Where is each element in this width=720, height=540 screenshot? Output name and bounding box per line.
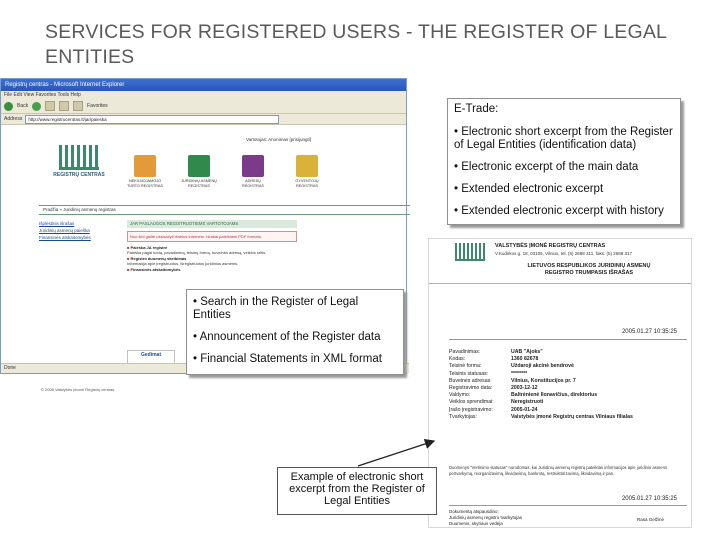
field-value: 1360 82678 <box>511 356 539 363</box>
field-key: Valdymo: <box>449 392 471 399</box>
tile-legal-entities[interactable] <box>181 155 217 195</box>
site-sidebar <box>39 220 121 241</box>
field-key: Kodas: <box>449 356 466 363</box>
excerpt-document <box>428 238 692 528</box>
favorites-button-label[interactable]: Favorites <box>87 103 108 109</box>
tile-icon <box>296 155 318 177</box>
browser-status-bar: Done <box>1 363 409 373</box>
field-row <box>449 378 684 385</box>
tile-addresses[interactable] <box>235 155 271 195</box>
tile-label: ADRESŲ REGISTRAS <box>242 179 264 188</box>
footer-line: Dokumentą atspausdino: <box>449 509 499 514</box>
register-tiles <box>127 155 325 195</box>
home-icon[interactable] <box>73 101 83 111</box>
field-value: 2003-12-12 <box>511 385 538 392</box>
back-button-label[interactable]: Back <box>17 103 29 109</box>
field-value: Valstybės įmonė Registrų centras Vilniaus filialas <box>511 413 633 420</box>
logo-text: REGISTRŲ CENTRAS <box>53 172 105 178</box>
site-header <box>1 125 406 205</box>
tile-icon <box>134 155 156 177</box>
user-status[interactable]: Vartotojas: Anonimas [prisijungti] <box>246 137 311 142</box>
address-input[interactable]: http://www.registrucentras.lt/jar/paieska <box>25 115 279 124</box>
field-value: Uždaroji akcinė bendrovė <box>511 363 574 370</box>
field-value: 2005-01-24 <box>511 406 538 413</box>
content-notice: Nuo šiol galite užsisakyti išrašus internetu. Išrašai pateikiami PDF formatu. <box>127 231 297 242</box>
service-item: • Financial Statements in XML format <box>193 353 382 365</box>
content-heading: JAR PASLAUGOS REGISTRUOTIEMS VARTOTOJAMS <box>127 220 297 228</box>
arrow-line <box>358 441 434 466</box>
excerpt-header <box>429 239 691 284</box>
field-row <box>449 385 684 392</box>
field-key: Tvarkytojas: <box>449 413 477 420</box>
field-value: Vilnius, Konstitucijos pr. 7 <box>511 377 576 384</box>
browser-toolbar <box>1 99 406 114</box>
excerpt-footer <box>449 509 522 527</box>
content-section-announcements[interactable]: ■ Registro duomenų skelbimas <box>127 256 297 262</box>
etrade-heading: E-Trade: <box>454 103 499 115</box>
field-key: Pavadinimas: <box>449 349 481 355</box>
excerpt-logo-icon <box>455 243 485 261</box>
address-label: Address <box>4 116 23 122</box>
etrade-item: • Extended electronic excerpt with history <box>454 205 664 217</box>
field-row <box>449 356 684 363</box>
service-item: • Search in the Register of Legal Entities <box>193 296 359 321</box>
field-value: Neregistruoti <box>511 399 544 406</box>
divider <box>449 505 687 506</box>
field-key: Įrašo įregistravimo: <box>449 406 493 413</box>
registru-centras-logo[interactable] <box>49 145 109 193</box>
back-arrow-icon[interactable] <box>4 102 13 111</box>
field-value: UAB "Ajoks" <box>511 349 543 355</box>
content-section-financial[interactable]: ■ Finansinės atskaitomybės <box>127 267 297 273</box>
example-caption: Example of electronic short excerpt from the Register of Legal Entities <box>277 467 437 515</box>
content-section-search[interactable]: ■ Paieška JA registre <box>127 245 297 251</box>
tile-label: NEKILNOJAMOJO TURTO REGISTRAS <box>127 179 163 188</box>
site-content <box>127 220 297 273</box>
field-row <box>449 349 684 356</box>
browser-address-bar <box>1 114 406 125</box>
field-key: Teisinis statusas: <box>449 370 489 377</box>
tile-label: GYVENTOJŲ REGISTRAS <box>295 179 319 188</box>
logo-columns-icon <box>59 145 99 170</box>
etrade-item: • Extended electronic excerpt <box>454 183 604 195</box>
forward-arrow-icon[interactable] <box>32 102 41 111</box>
etrade-item: • Electronic excerpt of the main data <box>454 161 639 173</box>
excerpt-signature: Rasa Gelžinė <box>637 517 665 522</box>
field-row <box>449 392 684 399</box>
field-value: ******** <box>511 370 528 377</box>
tile-population[interactable] <box>289 155 325 195</box>
field-row <box>449 371 684 378</box>
etrade-callout <box>447 98 681 225</box>
site-footer: © 2005 Valstybės įmonė Registrų centras <box>41 387 115 392</box>
tile-real-estate[interactable] <box>127 155 163 195</box>
slide-title: SERVICES FOR REGISTERED USERS - THE REGISTER OF LEGAL ENTITIES <box>45 21 667 68</box>
field-key: Teisinė forma: <box>449 363 482 370</box>
sidebar-link[interactable]: Juridinių asmenų paieška <box>39 228 90 233</box>
browser-menu-bar[interactable]: File Edit View Favorites Tools Help <box>1 91 406 99</box>
excerpt-title: LIETUVOS RESPUBLIKOS JURIDINIŲ ASMENŲ REGISTRO TRUMPASIS IŠRAŠAS <box>527 263 651 276</box>
field-value: Baltrėnienė Ilonavičius, direktorius <box>511 392 598 399</box>
content-section-text: Paieška pagal kodą, pavadinimą, teisinę formą, buveinės adresą, veiklos sritis. <box>127 250 267 256</box>
tile-icon <box>188 155 210 177</box>
refresh-icon[interactable] <box>59 101 69 111</box>
field-key: Veiklos sprendimai: <box>449 399 494 406</box>
excerpt-date: 2005.01.27 10:35:25 <box>621 329 677 335</box>
browser-title-bar: Registrų centras - Microsoft Internet Explorer <box>1 79 406 91</box>
excerpt-date: 2005.01.27 10:35:25 <box>621 496 677 502</box>
content-section-text: Informacija apie įregistruotus, išregistruotus juridinius asmenis. <box>127 261 239 267</box>
service-item: • Announcement of the Register data <box>193 331 381 343</box>
partner-banner[interactable]: Gedimat <box>127 350 175 370</box>
tile-label: JURIDINIŲ ASMENŲ REGISTRAS <box>181 179 217 188</box>
excerpt-fields <box>449 349 684 421</box>
sidebar-link[interactable]: Išplėstinis išrašas <box>39 221 75 226</box>
excerpt-address: V.Kudirkos g. 18, 03105, Vilnius, tel. (5) 2688 311, faks. (5) 2688 317 <box>495 251 633 256</box>
field-row <box>449 407 684 414</box>
search-services-callout <box>186 289 404 375</box>
divider <box>449 339 687 340</box>
etrade-item: • Electronic short excerpt from the Register of Legal Entities (identification data) <box>454 126 673 151</box>
footer-line: Duomenis, skyriaus vedėja <box>449 521 503 526</box>
stop-icon[interactable] <box>45 101 55 111</box>
excerpt-organization: VALSTYBĖS ĮMONĖ REGISTRŲ CENTRAS <box>495 243 606 249</box>
field-key: Buveinės adresas: <box>449 377 492 384</box>
field-row <box>449 414 684 421</box>
excerpt-note: Duomenys "Vertinimo statusas" nurodomas, kai Juridinių asmenų registrą pateiktas informacijos apie juridinio asmens pertvarkymą, reorganizavimą, likvidavimą, bankrotą, restruktūrizavimą, likvidavimą ir pan. <box>449 465 668 476</box>
tile-icon <box>242 155 264 177</box>
sidebar-link[interactable]: Finansinės atskaitomybės <box>39 235 91 240</box>
field-row <box>449 363 684 370</box>
field-row <box>449 399 684 406</box>
site-breadcrumb[interactable]: Pradžia » Juridinių asmenų registras <box>39 205 410 215</box>
field-key: Registravimo data: <box>449 385 493 392</box>
footer-line: Juridinių asmenų registro tvarkytojas <box>449 515 523 520</box>
